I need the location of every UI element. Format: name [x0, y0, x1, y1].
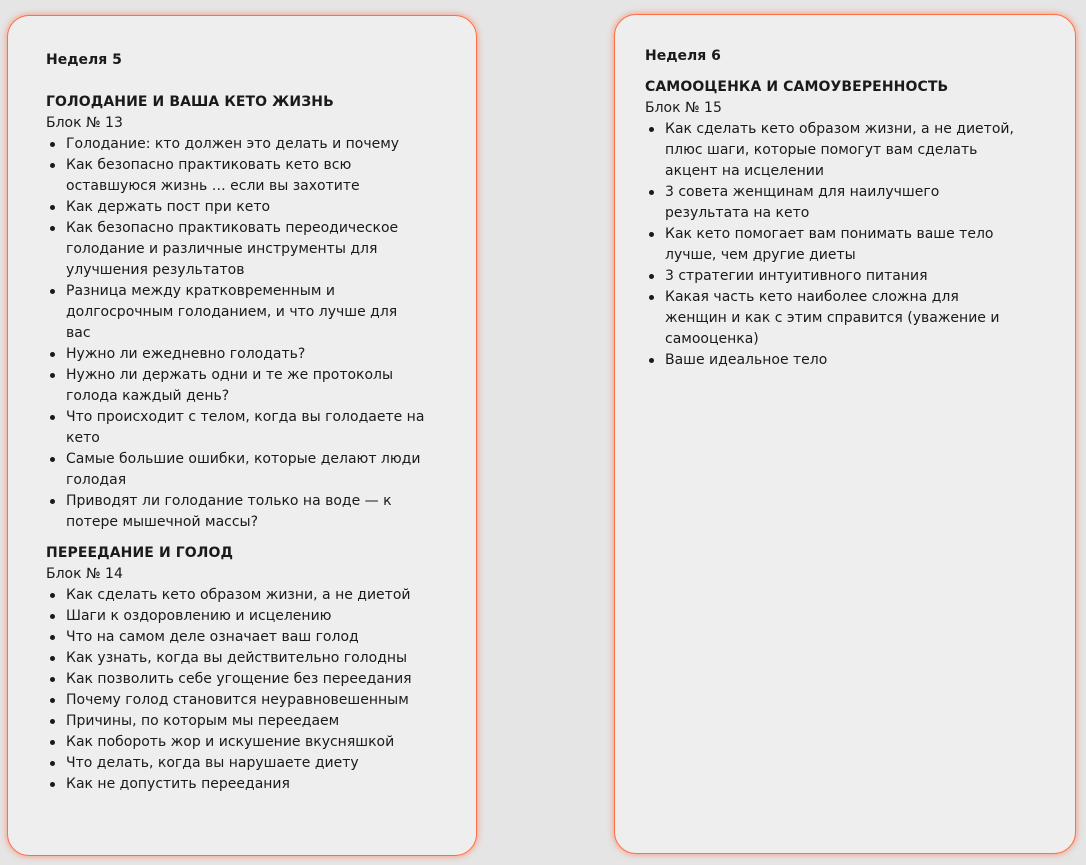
list-item: Какая часть кето наиболее сложна для женщин и как с этим справится (уважение и самооценка) — [645, 287, 1015, 350]
week-6-card — [614, 14, 1076, 854]
bullet-icon — [649, 190, 654, 195]
list-item: Приводят ли голодание только на воде — к потере мышечной массы? — [46, 491, 426, 533]
list-item: Голодание: кто должен это делать и почему — [46, 134, 426, 155]
list-item: Как побороть жор и искушение вкусняшкой — [46, 732, 426, 753]
list-item: Как держать пост при кето — [46, 197, 426, 218]
block-number: Блок № 13 — [46, 115, 123, 131]
list-item: Самые большие ошибки, которые делают люди голодая — [46, 449, 426, 491]
block-heading: САМООЦЕНКА И САМОУВЕРЕННОСТЬ — [645, 79, 949, 95]
bullet-icon — [50, 698, 55, 703]
list-item: Как позволить себе угощение без переедания — [46, 669, 426, 690]
list-item: Что происходит с телом, когда вы голодаете на кето — [46, 407, 426, 449]
bullet-icon — [50, 352, 55, 357]
block-number: Блок № 15 — [645, 100, 722, 116]
bullet-icon — [50, 635, 55, 640]
bullet-icon — [50, 761, 55, 766]
block-number: Блок № 14 — [46, 566, 123, 582]
list-item: Что на самом деле означает ваш голод — [46, 627, 426, 648]
bullet-icon — [50, 163, 55, 168]
week-title: Неделя 6 — [645, 48, 721, 64]
list-item: Как кето помогает вам понимать ваше тело лучше, чем другие диеты — [645, 224, 1015, 266]
bullet-icon — [50, 656, 55, 661]
list-item: Причины, по которым мы переедаем — [46, 711, 426, 732]
week-title: Неделя 5 — [46, 52, 122, 68]
bullet-icon — [50, 226, 55, 231]
bullet-icon — [50, 142, 55, 147]
list-item: Шаги к оздоровлению и исцелению — [46, 606, 426, 627]
list-item: Разница между кратковременным и долгосрочным голоданием, и что лучше для вас — [46, 281, 426, 344]
bullet-icon — [649, 232, 654, 237]
block-heading: ГОЛОДАНИЕ И ВАША КЕТО ЖИЗНЬ — [46, 94, 334, 110]
bullet-icon — [50, 373, 55, 378]
bullet-icon — [50, 719, 55, 724]
bullet-icon — [50, 457, 55, 462]
bullet-icon — [649, 127, 654, 132]
bullet-icon — [50, 205, 55, 210]
block-heading: ПЕРЕЕДАНИЕ И ГОЛОД — [46, 545, 234, 561]
bullet-icon — [649, 274, 654, 279]
bullet-icon — [50, 593, 55, 598]
list-item: Почему голод становится неуравновешенным — [46, 690, 426, 711]
bullet-icon — [649, 295, 654, 300]
list-item: Нужно ли ежедневно голодать? — [46, 344, 426, 365]
week-5-card — [7, 15, 477, 856]
bullet-icon — [50, 614, 55, 619]
bullet-icon — [50, 415, 55, 420]
list-item: Как узнать, когда вы действительно голодны — [46, 648, 426, 669]
list-item: Как сделать кето образом жизни, а не диетой, плюс шаги, которые помогут вам сделать акцент на исцелении — [645, 119, 1015, 182]
bullet-icon — [649, 358, 654, 363]
bullet-icon — [50, 740, 55, 745]
bullet-icon — [50, 499, 55, 504]
list-item: Как безопасно практиковать переодическое голодание и различные инструменты для улучшения результатов — [46, 218, 426, 281]
list-item: Как безопасно практиковать кето всю оставшуюся жизнь … если вы захотите — [46, 155, 426, 197]
list-item: Что делать, когда вы нарушаете диету — [46, 753, 426, 774]
block-14-list — [46, 585, 426, 795]
list-item: Ваше идеальное тело — [645, 350, 1015, 371]
list-item: 3 совета женщинам для наилучшего результата на кето — [645, 182, 1015, 224]
list-item: Нужно ли держать одни и те же протоколы голода каждый день? — [46, 365, 426, 407]
list-item: Как сделать кето образом жизни, а не диетой — [46, 585, 426, 606]
bullet-icon — [50, 677, 55, 682]
list-item: Как не допустить переедания — [46, 774, 426, 795]
block-15-list — [645, 119, 1015, 371]
list-item: 3 стратегии интуитивного питания — [645, 266, 1015, 287]
block-13-list — [46, 134, 426, 533]
bullet-icon — [50, 782, 55, 787]
bullet-icon — [50, 289, 55, 294]
